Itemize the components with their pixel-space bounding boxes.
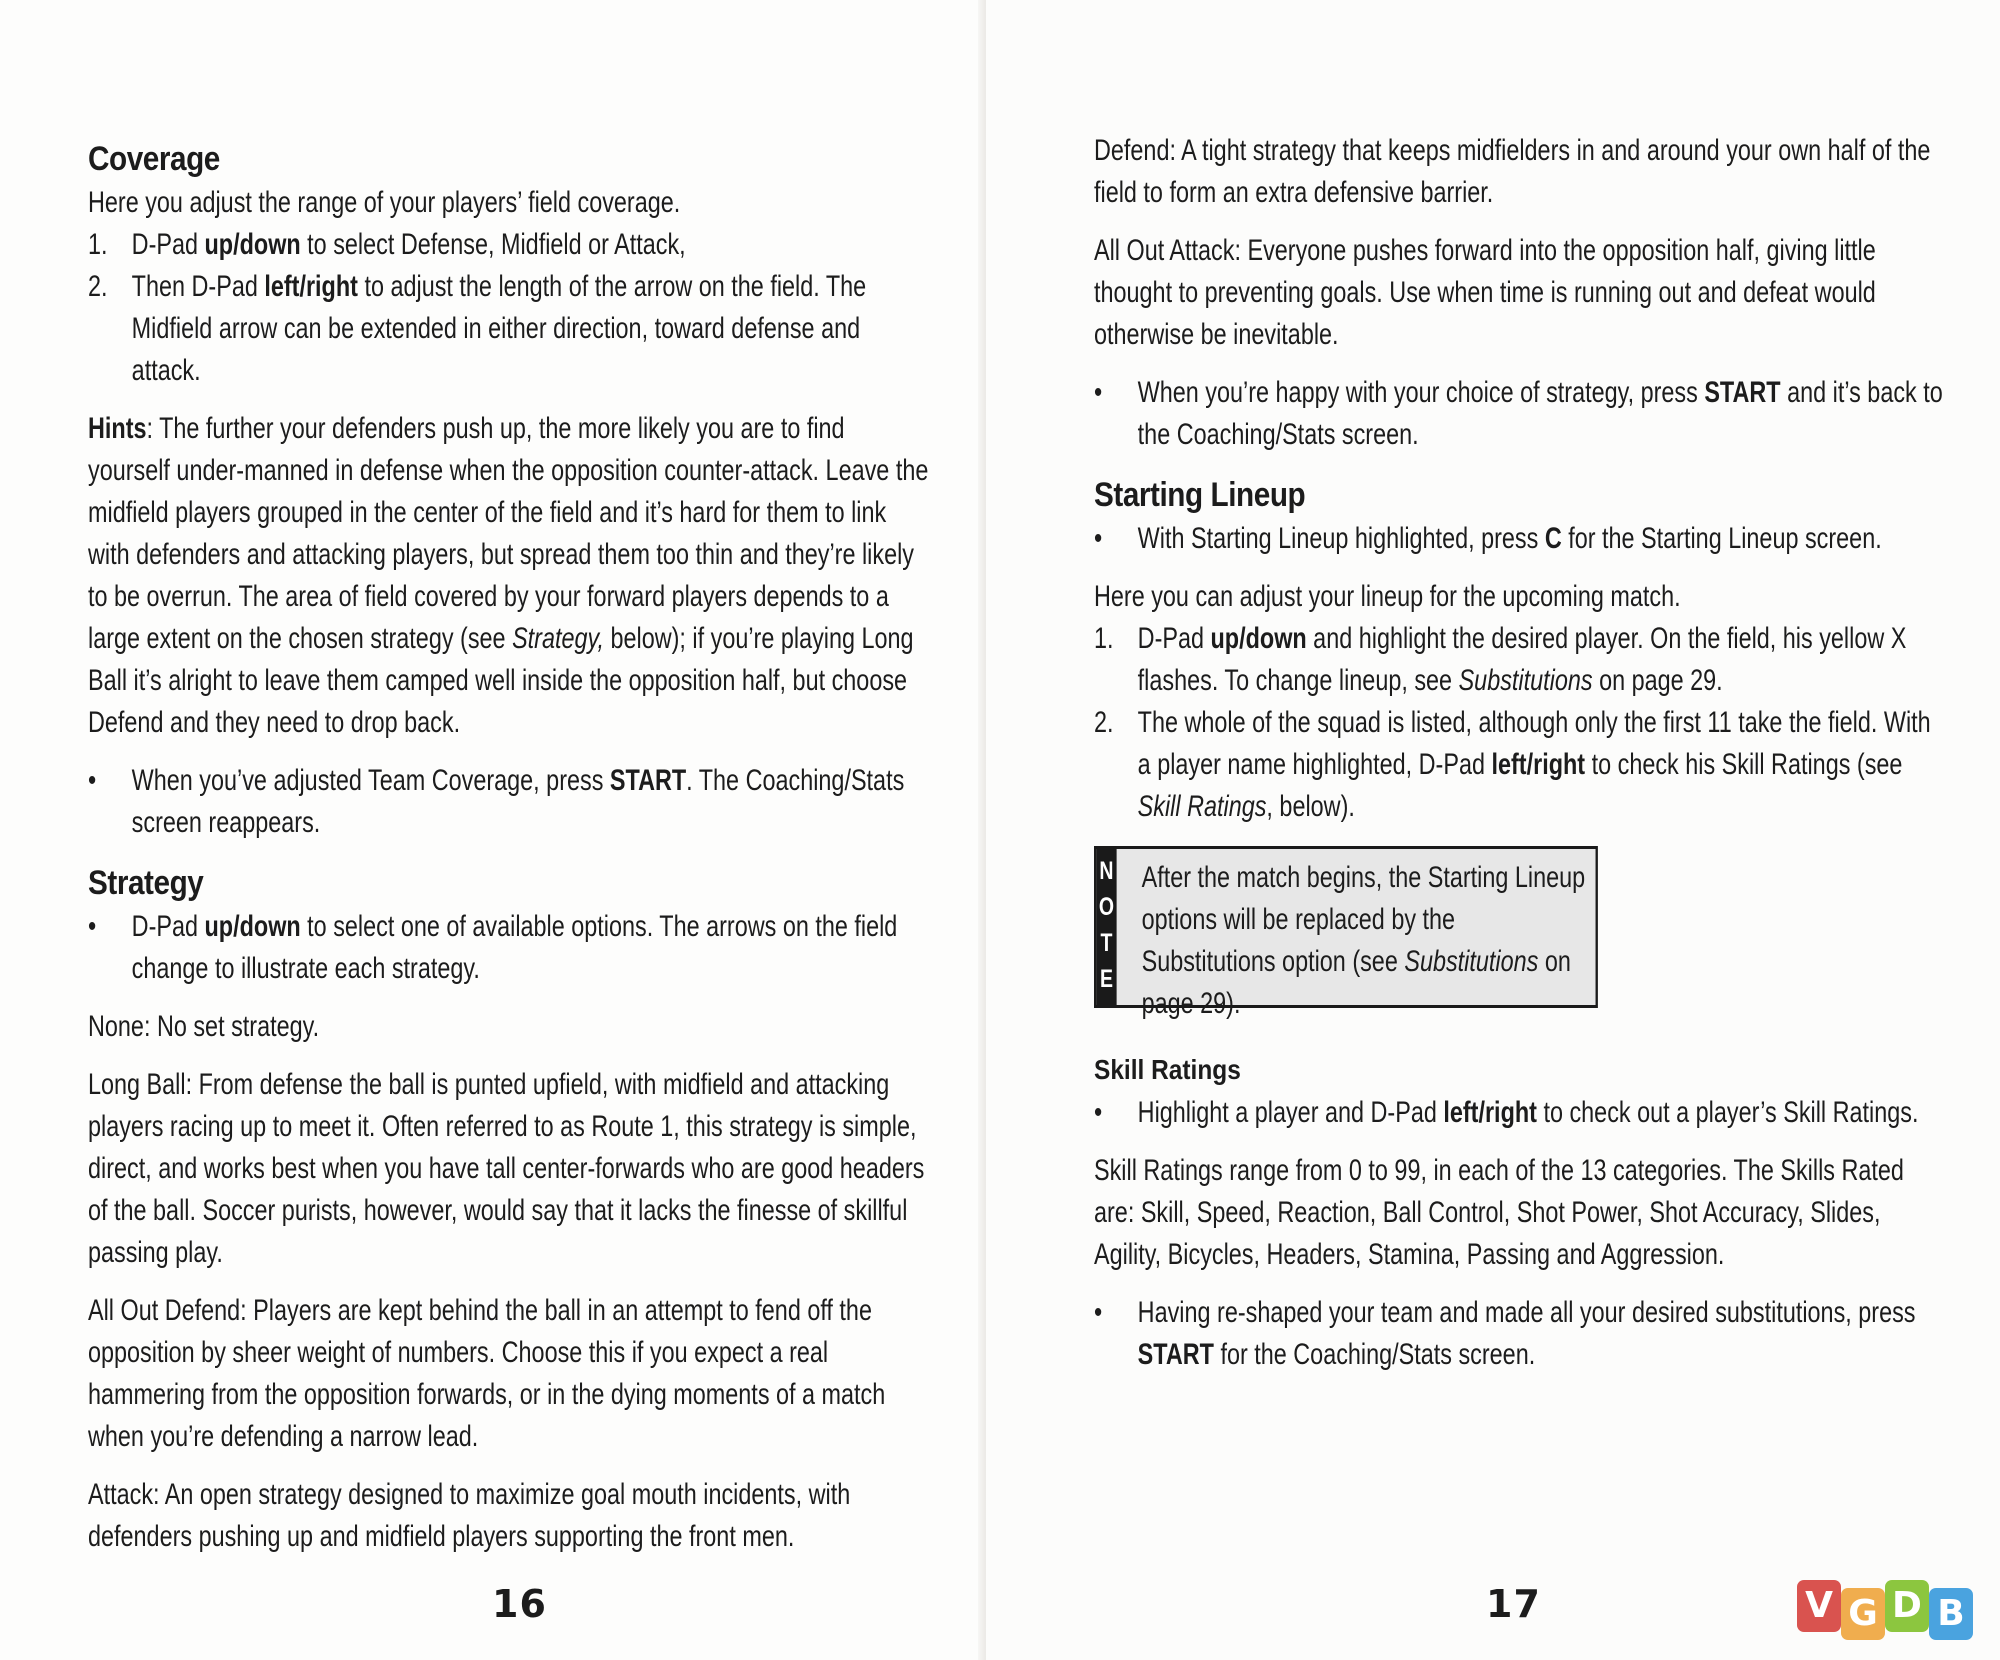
step-number: 2. [88, 270, 108, 303]
bullet-icon: • [88, 910, 97, 943]
strategy-attack: Attack: An open strategy designed to maximize goal mouth incidents, with defenders pushing up and midfield players supporting the front men. [88, 1478, 851, 1553]
step-number: 1. [88, 228, 108, 261]
left-column [88, 136, 930, 1574]
bullet-icon: • [1094, 376, 1103, 409]
logo-tile-v: V [1797, 1580, 1841, 1632]
note-text: After the match begins, the Starting Lineup options will be replaced by the Substitutions option (see Substitutions on page 29). [1141, 861, 1586, 1020]
hints-label: Hints [88, 412, 147, 445]
key-up-down: up/down [204, 910, 301, 943]
key-start: START [1137, 1338, 1214, 1371]
right-column [1094, 130, 1944, 1392]
starting-lineup-step-1: 1. D-Pad up/down and highlight the desired player. On the field, his yellow X flashes. To change lineup, see Substitutions on page 29. [1094, 618, 1944, 702]
key-up-down: up/down [1210, 622, 1307, 655]
starting-lineup-bullet: • With Starting Lineup highlighted, press C for the Starting Lineup screen. [1094, 518, 1944, 560]
step-number: 2. [1094, 706, 1114, 739]
starting-lineup-step-2: 2. The whole of the squad is listed, although only the first 11 take the field. With a player name highlighted, D-Pad left/right to check his Skill Ratings (see Skill Ratings, below). [1094, 702, 1944, 828]
logo-tile-b: B [1929, 1588, 1973, 1640]
strategy-bullet: • D-Pad up/down to select one of available options. The arrows on the field change to illustrate each strategy. [88, 906, 930, 990]
starting-lineup-heading: Starting Lineup [1094, 476, 1306, 514]
key-left-right: left/right [1443, 1096, 1537, 1129]
strategy-done-bullet: • When you’re happy with your choice of strategy, press START and it’s back to the Coaching/Stats screen. [1094, 372, 1944, 456]
strategy-all-out-attack: All Out Attack: Everyone pushes forward into the opposition half, giving little thought to preventing goals. Use when time is running out and defeat would otherwise be inevitable. [1094, 234, 1876, 351]
coverage-heading: Coverage [88, 140, 220, 178]
skill-ratings-body: Skill Ratings range from 0 to 99, in each of the 13 categories. The Skills Rated are: Skill, Speed, Reaction, Ball Control, Shot Power, Shot Accuracy, Slides, Agility, Bicycles, Headers, Stamina, Passing and Aggression. [1094, 1154, 1904, 1271]
bullet-icon: • [1094, 1096, 1103, 1129]
key-left-right: left/right [264, 270, 358, 303]
skill-ratings-heading: Skill Ratings [1094, 1054, 1241, 1085]
skill-ratings-bullet: • Highlight a player and D-Pad left/right to check out a player’s Skill Ratings. [1094, 1092, 1944, 1134]
logo-tile-d: D [1885, 1580, 1929, 1632]
key-c: C [1544, 522, 1562, 555]
coverage-step-1: 1. D-Pad up/down to select Defense, Midfield or Attack, [88, 224, 930, 266]
key-start: START [1704, 376, 1781, 409]
strategy-none: None: No set strategy. [88, 1010, 320, 1043]
final-bullet: • Having re-shaped your team and made all your desired substitutions, press START for the Coaching/Stats screen. [1094, 1292, 1944, 1376]
coverage-hints: Hints: The further your defenders push up, the more likely you are to find yourself under-manned in defense when the opposition counter-attack. Leave the midfield players grouped in the center of the field and it’s hard for them to link with defenders and attacking players, but spread them too thin and they’re likely to be overrun. The area of field covered by your forward players depends to a large extent on the chosen strategy (see Strategy, below); if you’re playing Long Ball it’s alright to leave them camped well inside the opposition half, but choose Defend and they need to drop back. [88, 412, 929, 739]
note-tab: N O T E [1096, 849, 1116, 1005]
key-up-down: up/down [204, 228, 301, 261]
coverage-intro: Here you adjust the range of your players’ field coverage. [88, 186, 681, 219]
bullet-icon: • [1094, 1296, 1103, 1329]
bullet-icon: • [88, 764, 97, 797]
page-17 [986, 0, 2000, 1660]
strategy-heading: Strategy [88, 864, 204, 902]
page-16 [0, 0, 986, 1660]
page-number: 17 [1486, 1582, 1541, 1626]
step-number: 1. [1094, 622, 1114, 655]
strategy-all-out-defend: All Out Defend: Players are kept behind the ball in an attempt to fend off the opposition by sheer weight of numbers. Choose this if you expect a real hammering from the opposition forwards, or in the dying moments of a match when you’re defending a narrow lead. [88, 1294, 886, 1453]
strategy-long-ball: Long Ball: From defense the ball is punted upfield, with midfield and attacking players racing up to meet it. Often referred to as Route 1, this strategy is simple, direct, and works best when you have tall center-forwards who are good headers of the ball. Soccer purists, however, would say that it lacks the finesse of skillful passing play. [88, 1068, 925, 1269]
logo-tile-g: G [1841, 1588, 1885, 1640]
strategy-defend: Defend: A tight strategy that keeps midfielders in and around your own half of the field to form an extra defensive barrier. [1094, 134, 1931, 209]
bullet-icon: • [1094, 522, 1103, 555]
coverage-step-2: 2. Then D-Pad left/right to adjust the length of the arrow on the field. The Midfield arrow can be extended in either direction, toward defense and attack. [88, 266, 930, 392]
note-box [1094, 846, 1598, 1020]
key-left-right: left/right [1491, 748, 1586, 781]
page-number: 16 [492, 1582, 547, 1626]
starting-lineup-intro: Here you can adjust your lineup for the upcoming match. [1094, 580, 1681, 613]
key-start: START [609, 764, 687, 797]
coverage-bullet: • When you’ve adjusted Team Coverage, press START. The Coaching/Stats screen reappears. [88, 760, 930, 844]
